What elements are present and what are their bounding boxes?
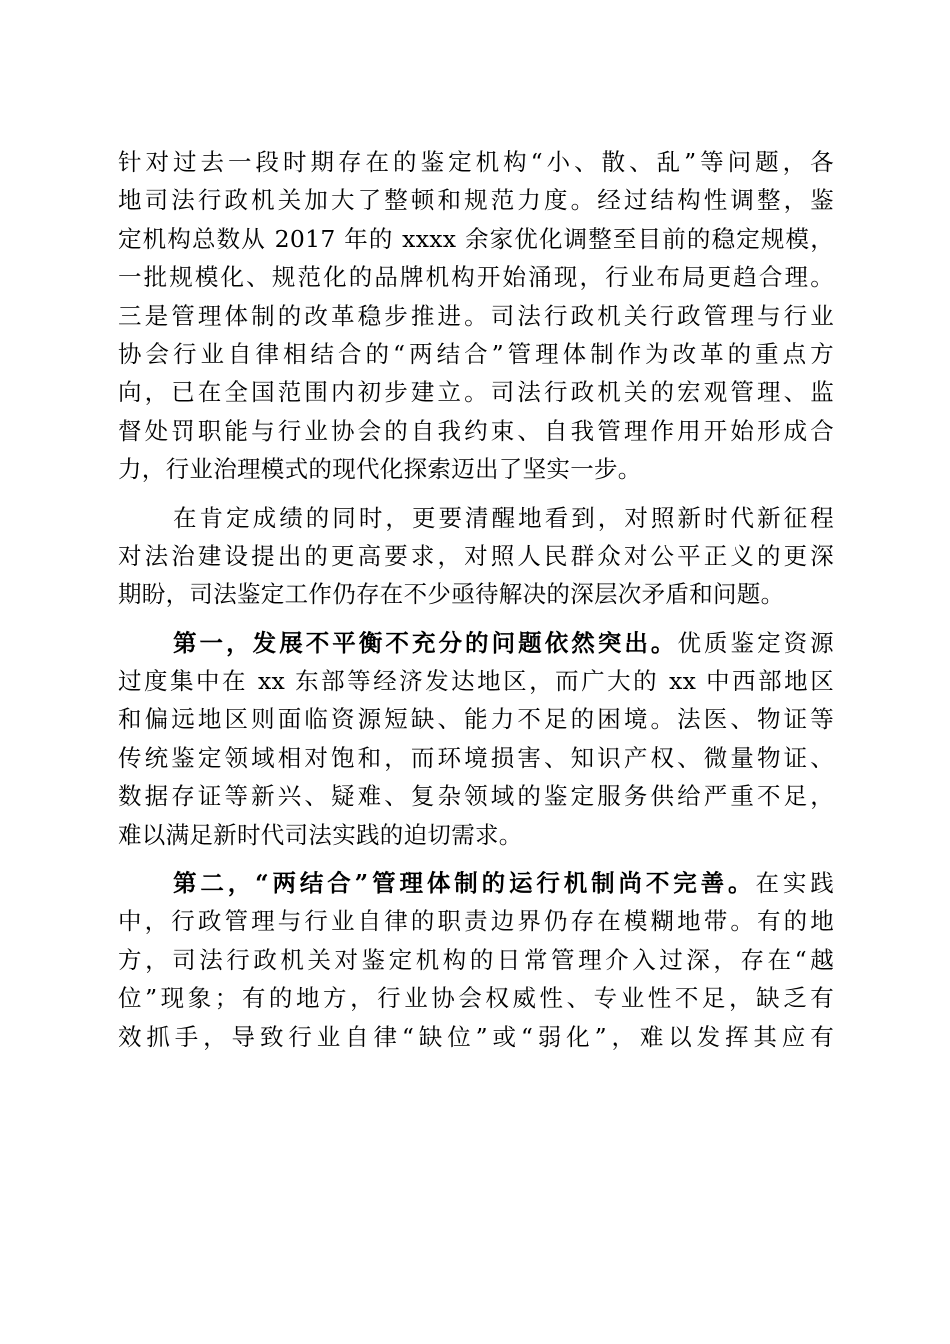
text-line: 传统鉴定领域相对饱和，而环境损害、知识产权、微量物证、 bbox=[118, 743, 834, 772]
text-line: 方，司法行政机关对鉴定机构的日常管理介入过深，存在“越 bbox=[118, 945, 834, 974]
text-line: 效抓手，导致行业自律“缺位”或“弱化”，难以发挥其应有 bbox=[118, 1022, 834, 1051]
text-line: 和偏远地区则面临资源短缺、能力不足的困境。法医、物证等 bbox=[118, 705, 834, 734]
paragraph-2 bbox=[118, 499, 834, 614]
paragraph-heading: 第一，发展不平衡不充分的问题依然突出。 bbox=[173, 628, 678, 657]
document-body bbox=[118, 143, 834, 1056]
paragraph-spacer bbox=[118, 854, 834, 864]
paragraph-3 bbox=[118, 624, 834, 854]
text-line bbox=[118, 864, 834, 902]
text-line: 定机构总数从 2017 年的 xxxx 余家优化调整至目前的稳定规模， bbox=[118, 224, 834, 253]
paragraph-1 bbox=[118, 143, 834, 489]
text-line: 期盼，司法鉴定工作仍存在不少亟待解决的深层次矛盾和问题。 bbox=[118, 580, 785, 609]
text-line: 督处罚职能与行业协会的自我约束、自我管理作用开始形成合 bbox=[118, 416, 834, 445]
paragraph-4 bbox=[118, 864, 834, 1056]
text-line: 力，行业治理模式的现代化探索迈出了坚实一步。 bbox=[118, 455, 642, 484]
text-line: 位”现象；有的地方，行业协会权威性、专业性不足，缺乏有 bbox=[118, 984, 834, 1013]
text-line: 中，行政管理与行业自律的职责边界仍存在模糊地带。有的地 bbox=[118, 907, 834, 936]
text-line: 对法治建设提出的更高要求，对照人民群众对公平正义的更深 bbox=[118, 541, 834, 570]
text-line: 难以满足新时代司法实践的迫切需求。 bbox=[118, 820, 523, 849]
paragraph-spacer bbox=[118, 614, 834, 624]
text-line bbox=[118, 624, 834, 662]
heading-line-rest: 在实践 bbox=[755, 869, 835, 898]
text-line: 三是管理体制的改革稳步推进。司法行政机关行政管理与行业 bbox=[118, 301, 834, 330]
text-line: 一批规模化、规范化的品牌机构开始涌现，行业布局更趋合理。 bbox=[118, 263, 834, 292]
text-line: 向，已在全国范围内初步建立。司法行政机关的宏观管理、监 bbox=[118, 378, 834, 407]
text-line: 在肯定成绩的同时，更要清醒地看到，对照新时代新征程 bbox=[173, 503, 834, 532]
heading-line-rest: 优质鉴定资源 bbox=[677, 628, 834, 657]
text-line: 针对过去一段时期存在的鉴定机构“小、散、乱”等问题，各 bbox=[118, 148, 834, 176]
paragraph-heading: 第二，“两结合”管理体制的运行机制尚不完善。 bbox=[173, 869, 756, 898]
text-line: 数据存证等新兴、疑难、复杂领域的鉴定服务供给严重不足， bbox=[118, 782, 834, 811]
text-line: 过度集中在 xx 东部等经济发达地区，而广大的 xx 中西部地区 bbox=[118, 667, 834, 696]
paragraph-spacer bbox=[118, 489, 834, 499]
text-line: 协会行业自律相结合的“两结合”管理体制作为改革的重点方 bbox=[118, 339, 834, 368]
text-line: 地司法行政机关加大了整顿和规范力度。经过结构性调整，鉴 bbox=[118, 186, 834, 215]
